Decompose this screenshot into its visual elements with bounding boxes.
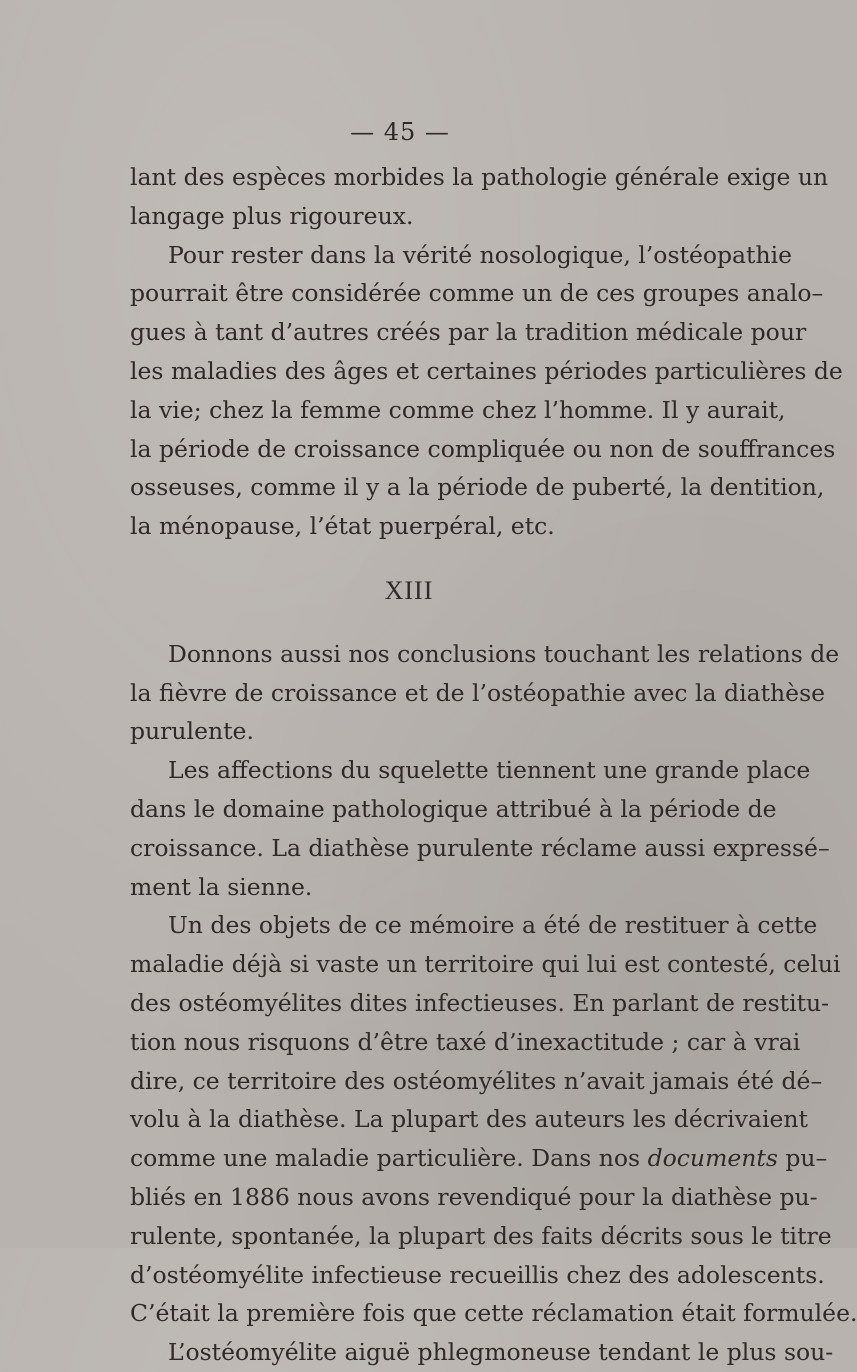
text-line: dire, ce territoire des ostéomyélites n’avait jamais été dé– <box>130 1066 823 1095</box>
text-line: purulente. <box>130 717 254 746</box>
text-line-with-italic <box>130 1139 828 1178</box>
paragraph-continuation <box>130 158 829 236</box>
text-line: lant des espèces morbides la pathologie générale exige un <box>130 163 829 191</box>
text-line: rulente, spontanée, la plupart des faits décrits sous le titre <box>130 1221 832 1250</box>
section-heading: XIII <box>384 575 434 605</box>
text-line: la fièvre de croissance et de l’ostéopathie avec la diathèse <box>130 678 826 707</box>
text-line: pourrait être considérée comme un de ces groupes analo– <box>130 279 824 308</box>
line-text: comme une maladie particulière. Dans nos <box>130 1144 641 1173</box>
text-line: d’ostéomyélite infectieuse recueillis chez des adolescents. <box>130 1260 825 1289</box>
text-line: gues à tant d’autres créés par la tradition médicale pour <box>130 318 807 347</box>
text-line: maladie déjà si vaste un territoire qui lui est contesté, celui <box>130 950 841 979</box>
text-line: dans le domaine pathologique attribué à la période de <box>130 794 777 823</box>
text-line: les maladies des âges et certaines périodes particulières de <box>130 356 843 385</box>
text-line: des ostéomyélites dites infectieuses. En parlant de restitu- <box>130 988 830 1017</box>
text-line: la ménopause, l’état puerpéral, etc. <box>130 512 555 541</box>
text-line: osseuses, comme il y a la période de puberté, la dentition, <box>130 473 825 502</box>
paragraph-osteomyelite <box>130 1333 834 1372</box>
text-line: tion nous risquons d’être taxé d’inexactitude ; car à vrai <box>130 1027 801 1056</box>
paragraph-memoire <box>130 906 857 1333</box>
text-line: la période de croissance compliquée ou non de souffrances <box>130 434 836 463</box>
paragraph-conclusions <box>130 635 840 751</box>
paragraph-affections <box>130 751 830 906</box>
text-line: Donnons aussi nos conclusions touchant les relations de <box>168 639 840 668</box>
italic-word: documents <box>647 1144 778 1173</box>
body-text <box>130 158 857 1372</box>
text-line: la vie; chez la femme comme chez l’homme. Il y aurait, <box>130 395 786 424</box>
page-number: — 45 — <box>350 118 450 146</box>
text-line: bliés en 1886 nous avons revendiqué pour la diathèse pu- <box>130 1182 818 1211</box>
text-line: C’était la première fois que cette réclamation était formulée. <box>130 1299 857 1328</box>
text-line: volu à la diathèse. La plupart des auteurs les décrivaient <box>130 1105 808 1134</box>
text-line: Pour rester dans la vérité nosologique, l’ostéopathie <box>168 240 793 269</box>
line-suffix: pu– <box>777 1144 828 1173</box>
paragraph-osteopathie <box>130 236 843 546</box>
text-line: croissance. La diathèse purulente réclame aussi expressé– <box>130 833 830 862</box>
text-line: ment la sienne. <box>130 872 313 901</box>
text-line: Un des objets de ce mémoire a été de restituer à cette <box>168 911 818 940</box>
text-line: L’ostéomyélite aiguë phlegmoneuse tendant le plus sou- <box>168 1338 834 1367</box>
text-line: langage plus rigoureux. <box>130 201 414 230</box>
text-line: Les affections du squelette tiennent une grande place <box>168 756 811 785</box>
